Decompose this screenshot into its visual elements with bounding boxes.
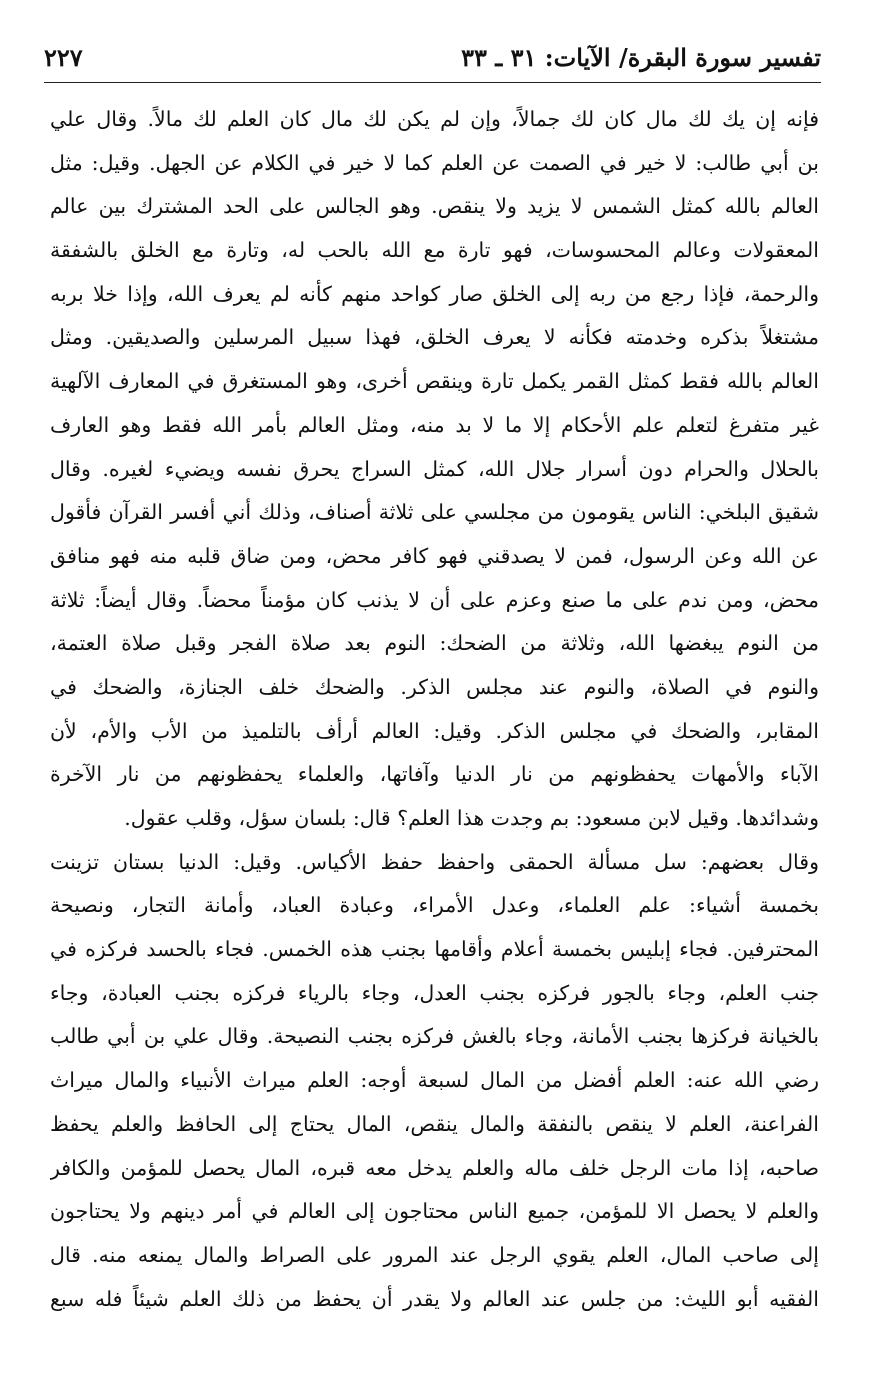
text-line: بالخيانة فركزها بجنب الأمانة، وجاء بالغش فركزه بجنب النصيحة. وقال علي بن أبي طالب — [50, 1024, 819, 1049]
text-line: وشدائدها. وقيل لابن مسعود: بم وجدت هذا العلم؟ قال: بلسان سؤل، وقلب عقول. — [124, 806, 819, 830]
text-line: رضي الله عنه: العلم أفضل من المال لسبعة أوجه: العلم ميراث الأنبياء والمال ميراث — [50, 1068, 819, 1093]
text-line: العالم بالله كمثل الشمس لا يزيد ولا ينقص. وهو الجالس على الحد المشترك بين عالم — [50, 194, 819, 219]
text-line: عن الله وعن الرسول، فمن لا يصدقني فهو كافر محض، ومن ضاق قلبه منه فهو منافق — [50, 543, 819, 568]
text-line: إلى صاحب المال، العلم يقوي الرجل عند المرور على الصراط والمال يمنعه منه. قال — [50, 1242, 819, 1267]
text-line: العالم بالله فقط كمثل القمر يكمل تارة وينقص أخرى، وهو المستغرق في المعارف الآلهية — [50, 369, 819, 394]
text-line: الآباء والأمهات يحفظونهم من نار الدنيا وآفاتها، والعلماء يحفظونهم من نار الآخرة — [50, 762, 819, 787]
text-line: وقال بعضهم: سل مسألة الحمقى واحفظ حفظ الأكياس. وقيل: الدنيا بستان تزينت — [50, 849, 819, 874]
text-line: من النوم يبغضها الله، وثلاثة من الضحك: النوم بعد صلاة الفجر وقبل صلاة العتمة، — [50, 631, 819, 656]
running-header — [44, 38, 821, 78]
text-line: المحترفين. فجاء إبليس بخمسة أعلام وأقامها بجنب هذه الخمس. فجاء بالحسد فركزه في — [50, 937, 819, 962]
text-line: محض، ومن ندم على ما صنع وعزم على أن لا يذنب كان مؤمناً محضاً. وقال أيضاً: ثلاثة — [50, 587, 819, 612]
text-line: فإنه إن يك لك مال كان لك جمالاً، وإن لم يكن لك مال كان العلم لك مالاً. وقال علي — [50, 107, 819, 131]
text-line: والرحمة، فإذا رجع من ربه إلى الخلق صار كواحد منهم كأنه لم يعرف الله، وإذا خلا بربه — [50, 281, 819, 306]
text-line: بالحلال والحرام دون أسرار جلال الله، كمثل السراج يحرق نفسه ويضيء لغيره. وقال — [50, 456, 819, 481]
text-line: والنوم في الصلاة، والنوم عند مجلس الذكر. والضحك خلف الجنازة، والضحك في — [50, 674, 819, 699]
text-line: المعقولات وعالم المحسوسات، فهو تارة مع الله بالحب له، وتارة مع الخلق بالشفقة — [50, 238, 819, 263]
text-line: مشتغلاً بذكره وخدمته فكأنه لا يعرف الخلق، فهذا سبيل المرسلين والصديقين. ومثل — [50, 325, 819, 350]
body-text — [50, 98, 819, 1321]
text-line: غير متفرغ لتعلم علم الأحكام إلا ما لا بد منه، ومثل العالم بأمر الله فقط وهو العارف — [50, 412, 819, 437]
text-line: شقيق البلخي: الناس يقومون من مجلسي على ثلاثة أصناف، وذلك أني أفسر القرآن فأقول — [50, 500, 819, 525]
page-number: ٢٢٧ — [44, 43, 83, 72]
text-line: صاحبه، إذا مات الرجل خلف ماله والعلم يدخل معه قبره، المال يحصل للمؤمن والكافر — [50, 1155, 819, 1180]
text-line: بخمسة أشياء: علم العلماء، وعدل الأمراء، وعبادة العباد، وأمانة التجار، ونصيحة — [50, 893, 819, 918]
header-divider — [44, 82, 821, 83]
text-line: جنب العلم، وجاء بالجور فركزه بجنب العدل، وجاء بالرياء فركزه بجنب العبادة، وجاء — [50, 980, 819, 1005]
header-title: تفسير سورة البقرة/ الآيات: ٣١ ـ ٣٣ — [461, 43, 821, 72]
text-line: المقابر، والضحك في مجلس الذكر. وقيل: العالم أرأف بالتلميذ من الأب والأم، لأن — [50, 718, 819, 743]
text-line: الفراعنة، العلم لا ينقص بالنفقة والمال ينقص، المال يحتاج إلى الحافظ والعلم يحفظ — [50, 1111, 819, 1136]
text-line: والعلم لا يحصل الا للمؤمن، جميع الناس محتاجون إلى العالم في أمر دينهم ولا يحتاجون — [50, 1199, 819, 1224]
text-line: بن أبي طالب: لا خير في الصمت عن العلم كما لا خير في الكلام عن الجهل. وقيل: مثل — [50, 150, 819, 175]
text-line: الفقيه أبو الليث: من جلس عند العالم ولا يقدر أن يحفظ من ذلك العلم شيئاً فله سبع — [50, 1286, 819, 1311]
